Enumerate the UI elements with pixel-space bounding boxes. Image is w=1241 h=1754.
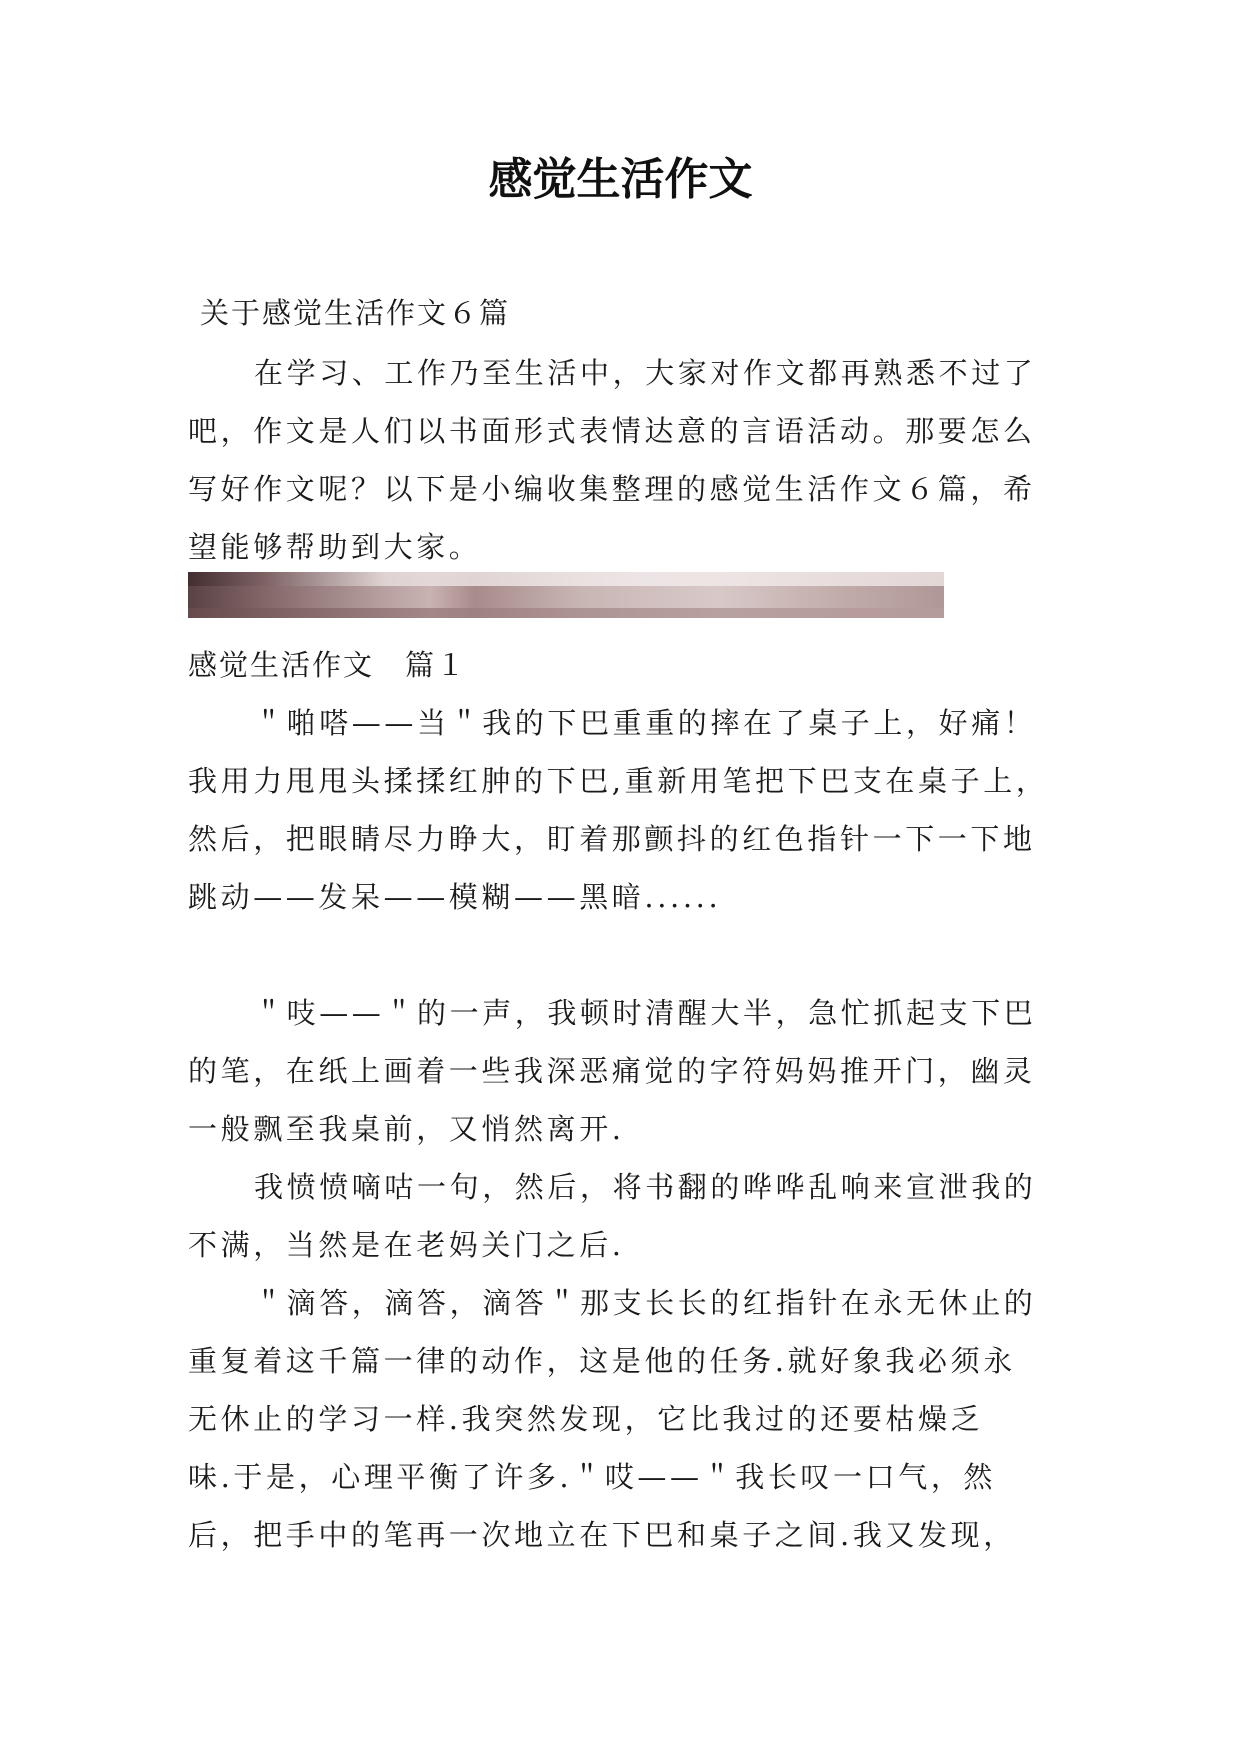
document-subtitle: 关于感觉生活作文６篇	[200, 296, 511, 330]
paragraph-line: 我愤愤嘀咕一句，然后，将书翻的哗哗乱响来宣泄我的	[254, 1170, 1037, 1204]
paragraph-line: 不满，当然是在老妈关门之后.	[188, 1228, 625, 1262]
banner-image	[188, 572, 944, 618]
paragraph-line: 跳动——发呆——模糊——黑暗......	[188, 880, 722, 914]
paragraph-line: 重复着这千篇一律的动作，这是他的任务.就好象我必须永	[188, 1344, 1016, 1378]
paragraph-line: 我用力甩甩头揉揉红肿的下巴,重新用笔把下巴支在桌子上，	[188, 764, 1049, 798]
paragraph-line: 然后，把眼睛尽力睁大，盯着那颤抖的红色指针一下一下地	[188, 822, 1036, 856]
section-heading: 感觉生活作文 篇１	[188, 648, 468, 682]
document-title: 感觉生活作文	[488, 154, 753, 205]
intro-line: 吧，作文是人们以书面形式表情达意的言语活动。那要怎么	[188, 414, 1036, 448]
paragraph-line: 的笔，在纸上画着一些我深恶痛觉的字符妈妈推开门，幽灵	[188, 1054, 1036, 1088]
paragraph-line: 无休止的学习一样.我突然发现，它比我过的还要枯燥乏	[188, 1402, 984, 1436]
paragraph-line: 一般飘至我桌前，又悄然离开.	[188, 1112, 625, 1146]
intro-line: 写好作文呢？以下是小编收集整理的感觉生活作文６篇，希	[188, 472, 1036, 506]
paragraph-line: 后，把手中的笔再一次地立在下巴和桌子之间.我又发现，	[188, 1518, 1016, 1552]
paragraph-line: ＂吱——＂的一声，我顿时清醒大半，急忙抓起支下巴	[254, 996, 1037, 1030]
paragraph-line: 味.于是，心理平衡了许多.＂哎——＂我长叹一口气，然	[188, 1460, 997, 1494]
intro-line: 在学习、工作乃至生活中，大家对作文都再熟悉不过了	[254, 356, 1037, 390]
paragraph-line: ＂滴答，滴答，滴答＂那支长长的红指针在永无休止的	[254, 1286, 1037, 1320]
paragraph-line: ＂啪嗒——当＂我的下巴重重的摔在了桌子上，好痛！	[254, 706, 1037, 740]
intro-line: 望能够帮助到大家。	[188, 530, 482, 564]
